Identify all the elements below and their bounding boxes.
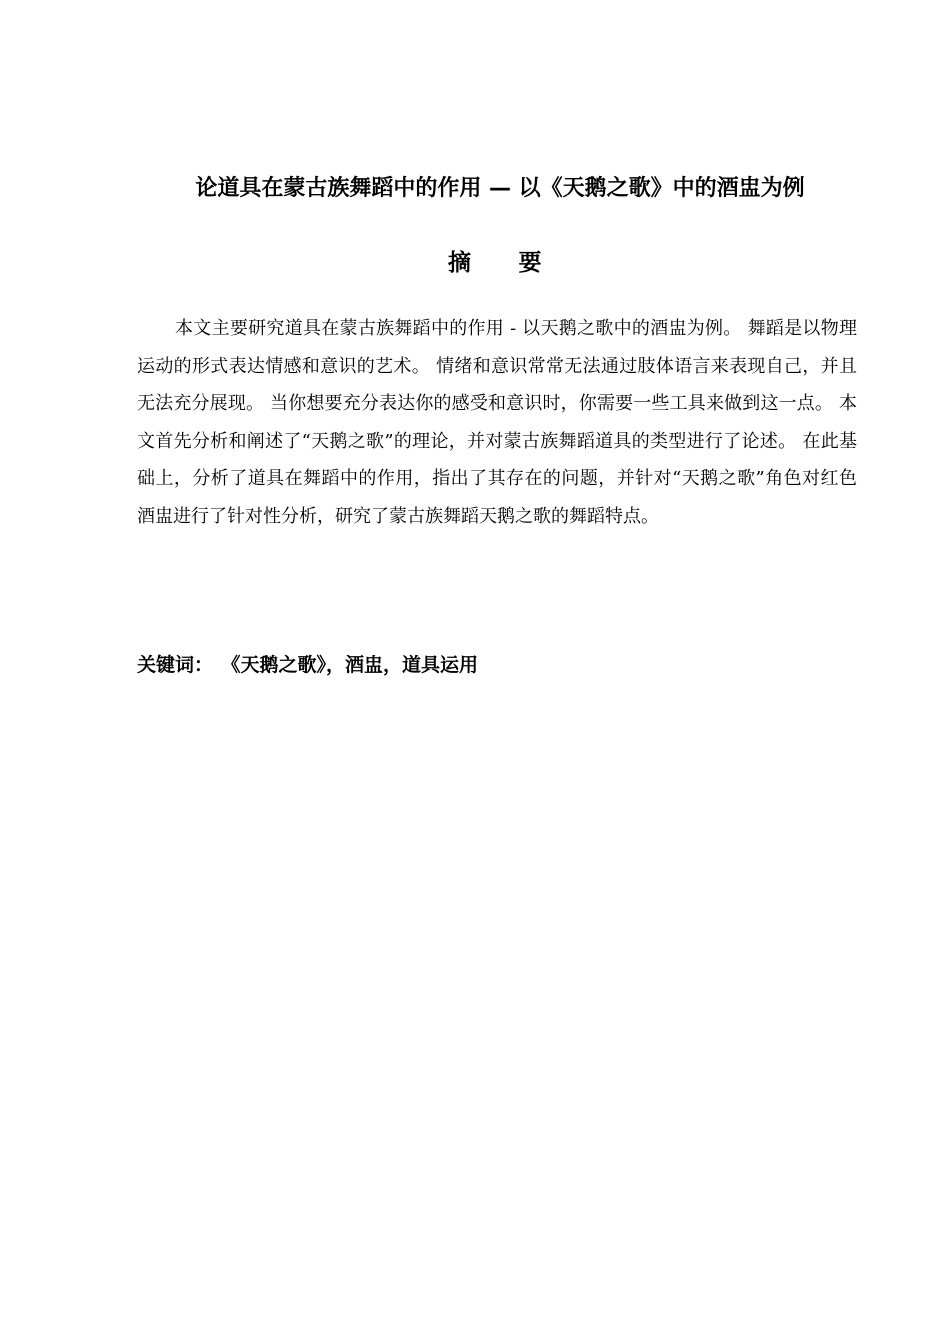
paper-title: 论道具在蒙古族舞蹈中的作用 — 以《天鹅之歌》中的酒盅为例	[195, 176, 805, 201]
abstract-heading: 摘 要	[448, 250, 542, 276]
keywords-line	[137, 648, 857, 682]
keywords-value: 《天鹅之歌》，酒盅，道具运用	[231, 654, 479, 676]
abstract-body: 本文主要研究道具在蒙古族舞蹈中的作用 - 以天鹅之歌中的酒盅为例。 舞蹈是以物理运动的形式表达情感和意识的艺术。 情绪和意识常常无法通过肢体语言来表现自己，并且无法充分展现。 当你想要充分表达你的感受和意识时，你需要一些工具来做到这一点。 本文首先分析和阐述了“天鹅之歌”的理论，并对蒙古族舞蹈道具的类型进行了论述。 在此基础上，分析了道具在舞蹈中的作用，指出了其存在的问题，并针对“天鹅之歌”角色对红色酒盅进行了针对性分析，研究了蒙古族舞蹈天鹅之歌的舞蹈特点。	[137, 318, 857, 527]
keywords-label: 关键词：	[137, 654, 214, 676]
